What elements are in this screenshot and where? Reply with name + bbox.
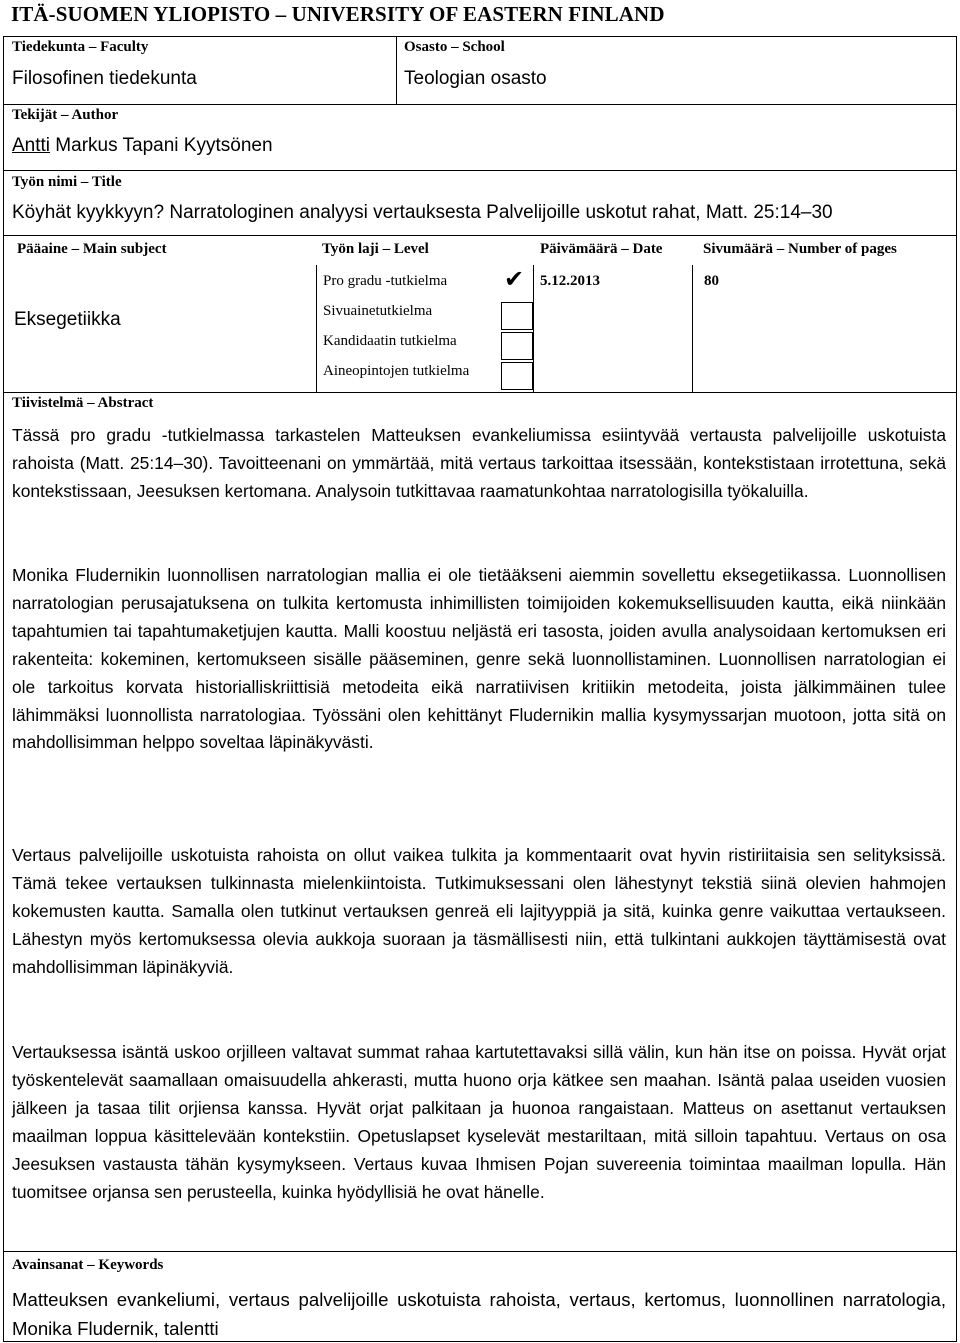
author-first-name: Antti (12, 135, 51, 156)
university-header: ITÄ-SUOMEN YLIOPISTO – UNIVERSITY OF EASTERN FINLAND (11, 2, 665, 26)
frame-top-border (3, 36, 957, 37)
divider-after-info-row (3, 392, 957, 393)
school-label: Osasto – School (404, 39, 505, 55)
main-subject-value: Eksegetiikka (14, 309, 121, 330)
divider-level-date-vertical (533, 265, 534, 392)
pages-value: 80 (704, 273, 719, 289)
divider-after-author (3, 170, 957, 171)
frame-left-border (3, 36, 4, 1342)
level-checkbox-kandidaatti (501, 332, 533, 360)
abstract-paragraph-3: Vertaus palvelijoille uskotuista rahoista on ollut vaikea tulkita ja kommentaarit ovat hyvin ristiriitaisia sen selityksissä. Tämä tekee vertauksen tulkinnasta mielenkiintoista. Tutkimuksessani olen lähestynyt tekstiä siinä olevien hahmojen kokemusten kautta. Samalla olen tutkinut vertauksen genreä eli lajityyppiä ja sitä, kuinka genre vaikuttaa vertaukseen. Lähestyn myös kertomuksessa olevia aukkoja suoraan ja täsmällisesti niin, että tulkintani aukkojen täyttämisestä ovat mahdollisimman läpinäkyviä. (12, 845, 946, 977)
abstract-label: Tiivistelmä – Abstract (12, 395, 154, 411)
author-rest-name: Markus Tapani Kyytsönen (50, 135, 273, 156)
main-subject-label: Pääaine – Main subject (17, 241, 167, 257)
level-checkbox-sivuaine (501, 302, 533, 330)
pages-label: Sivumäärä – Number of pages (703, 241, 897, 257)
abstract-paragraph-1: Tässä pro gradu -tutkielmassa tarkastelen Matteuksen evankeliumissa esiintyvää vertausta palvelijoille uskotuista rahoista (Matt. 25:14–30). Tavoitteenani on ymmärtää, mitä vertaus tarkoittaa itsessään, kontekstistaan irrotettuna, sekä kontekstissaan, Jeesuksen kertomana. Analysoin tutkittavaa raamatunkohtaa narratologisilla työkaluilla. (12, 425, 946, 501)
level-option-aineopinnot: Aineopintojen tutkielma (323, 363, 470, 379)
author-value (12, 135, 273, 157)
faculty-value: Filosofinen tiedekunta (12, 68, 197, 89)
divider-faculty-school-vertical (396, 36, 397, 104)
date-label: Päivämäärä – Date (540, 241, 663, 257)
title-label: Työn nimi – Title (12, 174, 122, 190)
faculty-label: Tiedekunta – Faculty (12, 39, 149, 55)
author-label: Tekijät – Author (12, 107, 119, 123)
level-option-sivuaine: Sivuainetutkielma (323, 303, 433, 319)
divider-after-title (3, 235, 957, 236)
abstract-paragraph-2: Monika Fludernikin luonnollisen narratologian mallia ei ole tietääkseni aiemmin sovellettu eksegetiikassa. Luonnollisen narratologian perusajatuksena on tulkita kertomusta inhimillisten toimijoiden kokemuksellisuuden kautta, eikä niinkään tapahtumien tai tapahtumaketjujen kautta. Malli koostuu neljästä eri tasosta, joiden avulla analysoidaan kertomuksen eri rakenteita: kokeminen, kertomukseen sisälle pääseminen, genre sekä luonnollistaminen. Luonnollisen narratologian ei ole tarkoitus korvata historialliskriittisiä metodeita eikä narratiivisen kritiikin metodeita, joista jälkimmäinen tulee lähimmäksi luonnollista narratologiaa. Työssäni olen kehittänyt Fludernikin mallia kysymyssarjan muotoon, jotta sitä on mahdollisimman helppo soveltaa läpinäkyvästi. (12, 565, 946, 753)
abstract-paragraph-4: Vertauksessa isäntä uskoo orjilleen valtavat summat rahaa kartutettavaksi sillä välin, kun hän itse on poissa. Hyvät orjat työskentelevät saamallaan omaisuudella ahkerasti, mutta huono orja kätkee sen maahan. Isäntä palaa useiden vuosien jälkeen ja tasaa tilit orjiensa kanssa. Hyvät orjat palkitaan ja huonoa rangaistaan. Matteus on asettanut vertauksen maailman loppua käsittelevään kontekstiin. Opetuslapset kyselevät mestariltaan, mitä silloin tapahtuu. Vertaus on osa Jeesuksen vastausta tähän kysymykseen. Vertaus kuvaa Ihmisen Pojan suvereenia toimintaa maailman lopulla. Hän tuomitsee orjansa sen perusteella, kuinka hyödyllisiä he ovat hänelle. (12, 1042, 946, 1202)
checkmark-icon: ✔ (504, 266, 525, 293)
keywords-value: Matteuksen evankeliumi, vertaus palvelijoille uskotuista rahoista, vertaus, kertomus, luonnollinen narratologia, Monika Fludernik, talentti (12, 1289, 946, 1339)
divider-date-pages-vertical (692, 265, 693, 392)
level-label: Työn laji – Level (322, 241, 429, 257)
school-value: Teologian osasto (404, 68, 547, 89)
frame-right-border (956, 36, 957, 1342)
keywords-label: Avainsanat – Keywords (12, 1257, 164, 1273)
level-option-pro-gradu: Pro gradu -tutkielma (323, 273, 448, 289)
level-option-kandidaatti: Kandidaatin tutkielma (323, 333, 457, 349)
divider-before-keywords (3, 1251, 957, 1252)
divider-after-faculty (3, 104, 957, 105)
level-checkbox-aineopinnot (501, 362, 533, 390)
date-value: 5.12.2013 (540, 273, 600, 289)
divider-subject-level-vertical (316, 265, 317, 392)
title-value: Köyhät kyykkyyn? Narratologinen analyysi vertauksesta Palvelijoille uskotut rahat, Matt. 25:14–30 (12, 202, 833, 223)
